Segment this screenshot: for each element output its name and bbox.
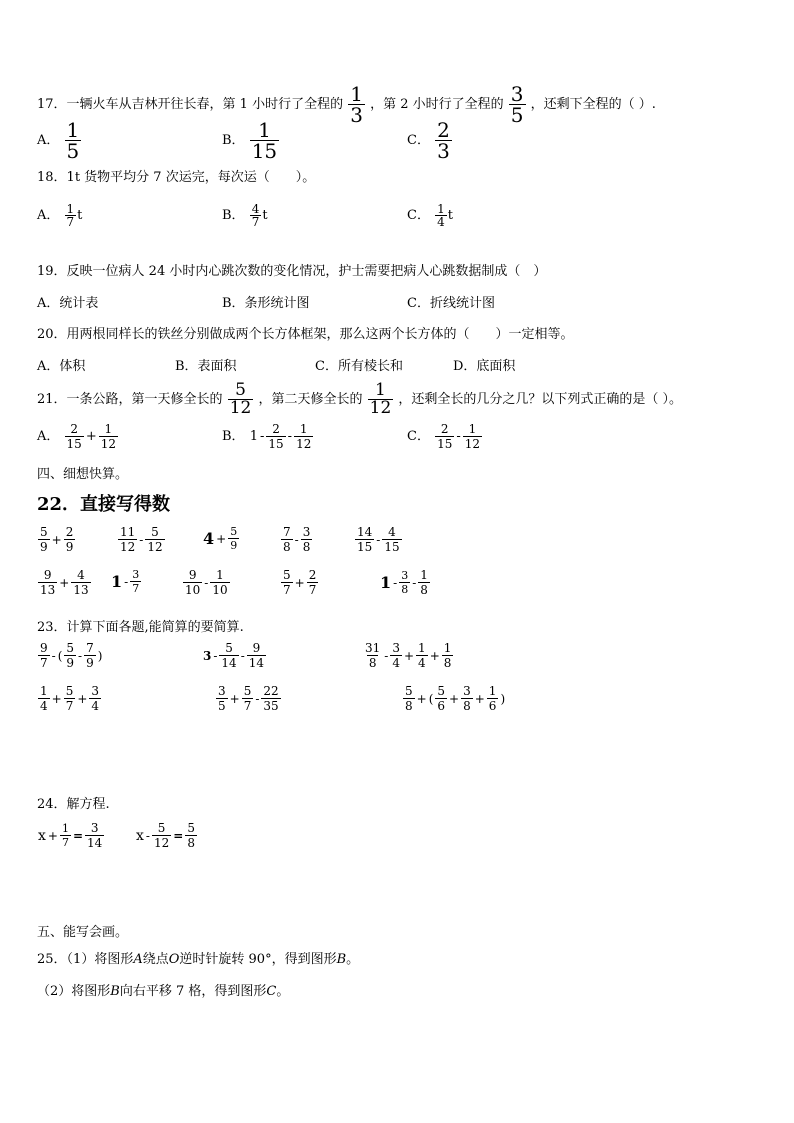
plus-sign: + <box>59 575 70 590</box>
fraction: $\frac{3}{8}$ <box>401 569 409 596</box>
equals-sign: = <box>72 828 84 843</box>
fraction: $\frac{4}{13}$ <box>73 568 89 597</box>
fraction: $\frac{9}{10}$ <box>185 568 201 597</box>
q24-equation-2 <box>135 821 198 850</box>
paren: ( <box>57 648 63 663</box>
minus-sign: - <box>384 648 389 663</box>
fraction: $\frac{5}{7}$ <box>65 684 74 713</box>
fraction: $\frac{3}{8}$ <box>463 684 471 713</box>
minus-sign: - <box>287 429 293 444</box>
q17-option-c[interactable] <box>407 120 453 161</box>
fraction: $\frac{5}{9}$ <box>40 525 48 554</box>
fraction: $\frac{22}{35}$ <box>263 684 279 713</box>
fraction: $\frac{9}{13}$ <box>40 568 56 597</box>
option-label: B． <box>222 133 245 148</box>
number: 3 <box>203 648 212 663</box>
plus-sign: + <box>403 648 415 663</box>
q22-item-1 <box>37 525 76 554</box>
variable: x <box>136 827 144 844</box>
option-label: A． <box>37 429 60 444</box>
q24-equation-1 <box>37 821 105 850</box>
text: 绕点 <box>142 952 169 967</box>
fraction: $\frac{5}{12}$ <box>147 525 163 554</box>
plus-sign: + <box>51 532 62 547</box>
fraction: $\frac{4}{15}$ <box>384 525 400 554</box>
fraction: $\frac{1}{6}$ <box>488 684 497 713</box>
plus-sign: + <box>85 429 97 444</box>
plus-sign: + <box>51 691 62 706</box>
section-5-heading: 五、能写会画。 <box>37 925 129 940</box>
section-4-heading: 四、细想快算。 <box>37 467 129 482</box>
fraction: $\frac{3}{7}$ <box>132 568 140 595</box>
unit-label: t <box>447 208 453 223</box>
fraction: $\frac{5}{12}$ <box>153 821 170 850</box>
fraction: $\frac{1}{4}$ <box>40 684 48 713</box>
option-label: B． <box>222 208 245 223</box>
text: 。 <box>276 984 290 999</box>
fraction: $\frac{1}{8}$ <box>420 568 428 597</box>
q22-item-6 <box>37 568 92 597</box>
fraction: $\frac{5}{9}$ <box>230 525 238 552</box>
number: 1 <box>249 429 258 444</box>
q18-option-c[interactable] <box>407 203 453 228</box>
option-label: C． <box>407 208 430 223</box>
option-label: A． <box>37 133 60 148</box>
fraction: $\frac{1}{12}$ <box>100 422 116 451</box>
variable: x <box>38 827 46 844</box>
text: 向右平移 7 格，得到图形 <box>119 984 267 999</box>
q21-text-2: ，第二天修全长的 <box>258 392 363 407</box>
fraction: $\frac{11}{12}$ <box>120 525 136 554</box>
q25-part-2 <box>37 980 289 999</box>
q21-option-c[interactable] <box>407 422 483 451</box>
paren: ) <box>97 648 103 663</box>
minus-sign: - <box>204 575 209 590</box>
shape-label: C <box>266 984 277 999</box>
fraction: $\frac{1}{12}$ <box>464 422 481 451</box>
fraction: $\frac{5}{8}$ <box>405 684 413 713</box>
fraction: $\frac{14}{15}$ <box>357 525 373 554</box>
option-fraction: $\frac{2}{3}$ <box>437 118 450 163</box>
q22-item-9 <box>280 568 319 597</box>
option-label: A． <box>37 208 60 223</box>
q22-item-10 <box>379 568 431 597</box>
fraction: $\frac{9}{14}$ <box>248 641 265 670</box>
q23-item-3 <box>362 641 454 670</box>
minus-sign: - <box>255 691 260 706</box>
option-label: C． <box>407 133 430 148</box>
q23-item-4 <box>37 684 102 713</box>
fraction: $\frac{1}{12}$ <box>296 422 312 451</box>
option-fraction: $\frac{1}{5}$ <box>66 118 80 163</box>
text: 25．（1）将图形 <box>37 952 134 967</box>
fraction: $\frac{1}{8}$ <box>443 641 452 670</box>
q22-item-2 <box>117 525 166 554</box>
q21 <box>37 382 682 417</box>
q20-option-c[interactable]: C．所有棱长和 <box>315 359 403 374</box>
plus-sign: + <box>449 691 460 706</box>
fraction: $\frac{7}{9}$ <box>86 641 94 670</box>
paren: ( <box>428 691 434 706</box>
q20-option-a[interactable]: A．体积 <box>37 359 86 374</box>
plus-sign: + <box>429 648 440 663</box>
option-label: C． <box>407 429 430 444</box>
fraction: $\frac{3}{8}$ <box>302 525 311 554</box>
q21-text-3: ，还剩全长的几分之几？以下列式正确的是（ ）。 <box>398 392 683 407</box>
q23-item-1 <box>37 641 103 670</box>
plus-sign: + <box>47 828 58 843</box>
fraction: $\frac{3}{5}$ <box>218 684 226 713</box>
minus-sign: - <box>124 574 129 589</box>
q23-text: 23．计算下面各题,能简算的要简算. <box>37 620 244 635</box>
minus-sign: - <box>240 648 245 663</box>
option-fraction: $\frac{4}{7}$ <box>251 202 260 229</box>
q23-item-5 <box>215 684 282 713</box>
text: （2）将图形 <box>37 984 111 999</box>
q24-text: 24．解方程. <box>37 797 110 812</box>
q20-text: 20．用两根同样长的铁丝分别做成两个长方体框架，那么这两个长方体的（ ）一定相等。 <box>37 327 574 342</box>
minus-sign: - <box>78 648 83 663</box>
q22-item-3 <box>202 525 240 552</box>
fraction: $\frac{2}{7}$ <box>308 568 317 597</box>
minus-sign: - <box>145 828 150 843</box>
number: 4 <box>203 529 215 548</box>
fraction: $\frac{5}{8}$ <box>187 821 195 850</box>
minus-sign: - <box>259 429 265 444</box>
fraction: $\frac{7}{8}$ <box>283 525 291 554</box>
fraction: $\frac{3}{4}$ <box>91 684 100 713</box>
option-fraction: $\frac{1}{15}$ <box>251 118 278 163</box>
option-label: B． <box>222 429 245 444</box>
unit-label: t <box>77 208 83 223</box>
number: 1 <box>111 572 123 591</box>
shape-label: A <box>133 952 143 967</box>
shape-label: B <box>336 952 347 967</box>
q23-item-2 <box>202 641 267 670</box>
minus-sign: - <box>456 429 461 444</box>
minus-sign: - <box>213 648 218 663</box>
q22-item-5 <box>354 525 403 554</box>
q17-fraction-1: $\frac{1}{3}$ <box>350 82 363 127</box>
fraction: $\frac{5}{9}$ <box>66 641 75 670</box>
fraction: $\frac{1}{4}$ <box>418 641 426 670</box>
q23-item-6 <box>402 684 506 713</box>
fraction: $\frac{3}{4}$ <box>392 641 400 670</box>
option-fraction: $\frac{1}{7}$ <box>66 202 75 229</box>
q17-text-2: ，第 2 小时行了全程的 <box>370 97 504 112</box>
q19-option-a[interactable]: A．统计表 <box>37 296 99 311</box>
q17 <box>37 84 656 125</box>
option-fraction: $\frac{1}{4}$ <box>437 202 445 229</box>
q25-part-1 <box>37 948 359 967</box>
q21-option-b[interactable] <box>222 422 314 451</box>
q22-item-7 <box>110 568 142 595</box>
paren: ) <box>500 691 506 706</box>
equals-sign: = <box>173 828 184 843</box>
fraction: $\frac{1}{10}$ <box>212 568 228 597</box>
q20-option-d[interactable]: D．底面积 <box>453 359 516 374</box>
q18-text: 18．1t 货物平均分 7 次运完，每次运（ ）。 <box>37 170 316 185</box>
q19-option-c[interactable]: C．折线统计图 <box>407 296 495 311</box>
fraction: $\frac{2}{15}$ <box>268 422 284 451</box>
text: 。 <box>346 952 360 967</box>
q22-item-8 <box>182 568 231 597</box>
fraction: $\frac{5}{6}$ <box>437 684 446 713</box>
q17-option-a[interactable] <box>37 120 82 161</box>
shape-label: B <box>110 984 120 999</box>
q19-option-b[interactable]: B．条形统计图 <box>222 296 310 311</box>
q17-text-1: 17．一辆火车从吉林开往长春，第 1 小时行了全程的 <box>37 97 344 112</box>
minus-sign: - <box>393 575 398 590</box>
q21-option-a[interactable] <box>37 422 119 451</box>
number: 1 <box>380 573 392 592</box>
fraction: $\frac{2}{15}$ <box>66 422 82 451</box>
q17-fraction-2: $\frac{3}{5}$ <box>510 82 524 127</box>
plus-sign: + <box>474 691 485 706</box>
fraction: $\frac{9}{7}$ <box>40 641 48 670</box>
plus-sign: + <box>294 575 305 590</box>
plus-sign: + <box>416 691 427 706</box>
q18-option-a[interactable] <box>37 203 82 228</box>
fraction: $\frac{5}{7}$ <box>283 568 291 597</box>
q22-title: 22．直接写得数 <box>37 494 171 515</box>
plus-sign: + <box>77 691 88 706</box>
q17-option-b[interactable] <box>222 120 280 161</box>
q18-option-b[interactable] <box>222 203 268 228</box>
fraction: $\frac{31}{8}$ <box>365 641 381 670</box>
q20-option-b[interactable]: B．表面积 <box>175 359 237 374</box>
q21-fraction-2: $\frac{1}{12}$ <box>369 380 392 418</box>
fraction: $\frac{5}{7}$ <box>243 684 252 713</box>
minus-sign: - <box>376 532 381 547</box>
fraction: $\frac{1}{7}$ <box>61 822 69 849</box>
fraction: $\frac{2}{15}$ <box>437 422 453 451</box>
minus-sign: - <box>139 532 144 547</box>
plus-sign: + <box>229 691 240 706</box>
minus-sign: - <box>51 648 56 663</box>
q17-text-3: ，还剩下全程的（ ）. <box>530 97 656 112</box>
text: 逆时针旋转 90°，得到图形 <box>179 952 337 967</box>
fraction: $\frac{2}{9}$ <box>65 525 74 554</box>
q22-item-4 <box>280 525 313 554</box>
plus-sign: + <box>216 531 227 546</box>
unit-label: t <box>262 208 268 223</box>
minus-sign: - <box>294 532 299 547</box>
minus-sign: - <box>412 575 417 590</box>
point-label: O <box>168 952 180 967</box>
fraction: $\frac{3}{14}$ <box>87 821 103 850</box>
fraction: $\frac{5}{14}$ <box>221 641 237 670</box>
q21-text-1: 21．一条公路，第一天修全长的 <box>37 392 223 407</box>
q19-text: 19．反映一位病人 24 小时内心跳次数的变化情况，护士需要把病人心跳数据制成（ ） <box>37 264 547 279</box>
q21-fraction-1: $\frac{5}{12}$ <box>229 380 252 418</box>
